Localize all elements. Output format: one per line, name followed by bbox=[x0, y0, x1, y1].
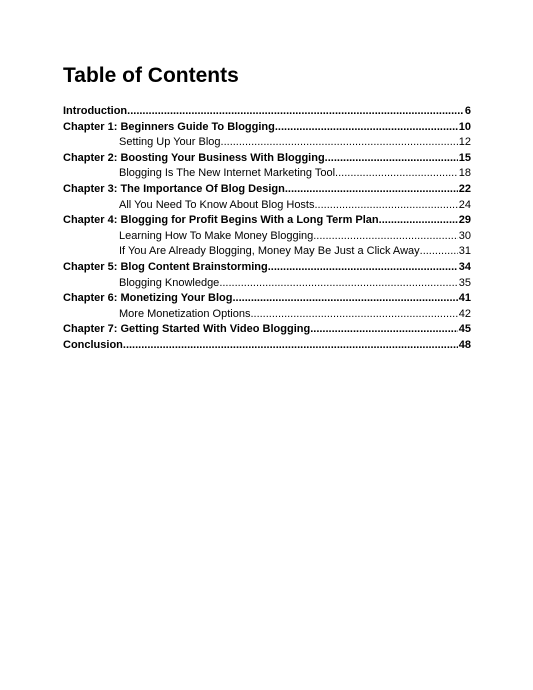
toc-page-number: 30 bbox=[458, 229, 471, 242]
dot-leader bbox=[268, 260, 458, 276]
toc-entry-label: Introduction bbox=[63, 105, 128, 117]
toc-entry-click-away[interactable] bbox=[63, 244, 471, 260]
toc-entry-label: Chapter 6: Monetizing Your Blog bbox=[63, 292, 233, 305]
toc-entry-blogging-knowledge[interactable] bbox=[63, 276, 471, 292]
dot-leader bbox=[335, 166, 458, 182]
toc-entry-label: Chapter 4: Blogging for Profit Begins With a Long Term Plan bbox=[63, 214, 379, 227]
dot-leader bbox=[127, 104, 464, 120]
dot-leader bbox=[232, 291, 457, 307]
toc-entry-label: Chapter 2: Boosting Your Business With Blogging bbox=[63, 151, 325, 164]
toc-entry-monetization-options[interactable] bbox=[63, 307, 471, 323]
toc-entry-chapter-1[interactable] bbox=[63, 120, 471, 136]
toc-entry-label: Chapter 3: The Importance Of Blog Design bbox=[63, 182, 285, 195]
toc-entry-chapter-7[interactable] bbox=[63, 322, 471, 338]
toc-entry-label: Setting Up Your Blog bbox=[119, 136, 221, 149]
toc-page-number: 48 bbox=[458, 338, 471, 351]
toc-entry-label: Blogging Is The New Internet Marketing Tool bbox=[119, 167, 336, 180]
toc-entry-label: Blogging Knowledge bbox=[119, 276, 220, 289]
toc-page-number: 18 bbox=[458, 167, 471, 180]
toc-entry-setting-up-your-blog[interactable] bbox=[63, 135, 471, 151]
toc-page-number: 45 bbox=[458, 323, 471, 336]
dot-leader bbox=[310, 322, 458, 338]
toc-entry-chapter-5[interactable] bbox=[63, 260, 471, 276]
toc-entry-label: Conclusion bbox=[63, 338, 123, 351]
dot-leader bbox=[325, 151, 458, 167]
dot-leader bbox=[379, 213, 458, 229]
toc-entry-chapter-3[interactable] bbox=[63, 182, 471, 198]
toc-entry-label: Learning How To Make Money Blogging bbox=[119, 229, 314, 242]
dot-leader bbox=[420, 244, 458, 260]
toc-page-number: 31 bbox=[458, 245, 471, 258]
toc-list bbox=[63, 104, 471, 354]
toc-page-number: 15 bbox=[458, 151, 471, 164]
toc-entry-blog-hosts[interactable] bbox=[63, 198, 471, 214]
toc-entry-label: All You Need To Know About Blog Hosts bbox=[119, 198, 315, 211]
dot-leader bbox=[275, 120, 458, 136]
toc-entry-internet-marketing-tool[interactable] bbox=[63, 166, 471, 182]
dot-leader bbox=[313, 229, 458, 245]
toc-entry-chapter-2[interactable] bbox=[63, 151, 471, 167]
toc-page-number: 35 bbox=[458, 276, 471, 289]
dot-leader bbox=[250, 307, 457, 323]
toc-entry-chapter-6[interactable] bbox=[63, 291, 471, 307]
toc-page-number: 29 bbox=[458, 214, 471, 227]
toc-page-number: 22 bbox=[458, 182, 471, 195]
toc-entry-label: If You Are Already Blogging, Money May Be Just a Click Away bbox=[119, 245, 420, 258]
toc-entry-chapter-4[interactable] bbox=[63, 213, 471, 229]
toc-entry-label: Chapter 7: Getting Started With Video Blogging bbox=[63, 323, 311, 336]
toc-page-number: 6 bbox=[464, 105, 471, 117]
toc-page-number: 24 bbox=[458, 198, 471, 211]
toc-entry-label: Chapter 5: Blog Content Brainstorming bbox=[63, 260, 268, 273]
toc-entry-conclusion[interactable] bbox=[63, 338, 471, 354]
toc-entry-label: Chapter 1: Beginners Guide To Blogging bbox=[63, 120, 275, 133]
toc-page-number: 34 bbox=[458, 260, 471, 273]
toc-entry-introduction[interactable] bbox=[63, 104, 471, 120]
toc-entry-make-money-blogging[interactable] bbox=[63, 229, 471, 245]
toc-heading: Table of Contents bbox=[63, 64, 239, 87]
dot-leader bbox=[285, 182, 458, 198]
toc-page-number: 10 bbox=[458, 120, 471, 133]
toc-entry-label: More Monetization Options bbox=[119, 307, 251, 320]
toc-page-number: 12 bbox=[458, 136, 471, 149]
dot-leader bbox=[123, 338, 458, 354]
toc-page-number: 42 bbox=[458, 307, 471, 320]
dot-leader bbox=[221, 135, 458, 151]
dot-leader bbox=[315, 198, 458, 214]
dot-leader bbox=[219, 276, 457, 292]
toc-page-number: 41 bbox=[458, 292, 471, 305]
